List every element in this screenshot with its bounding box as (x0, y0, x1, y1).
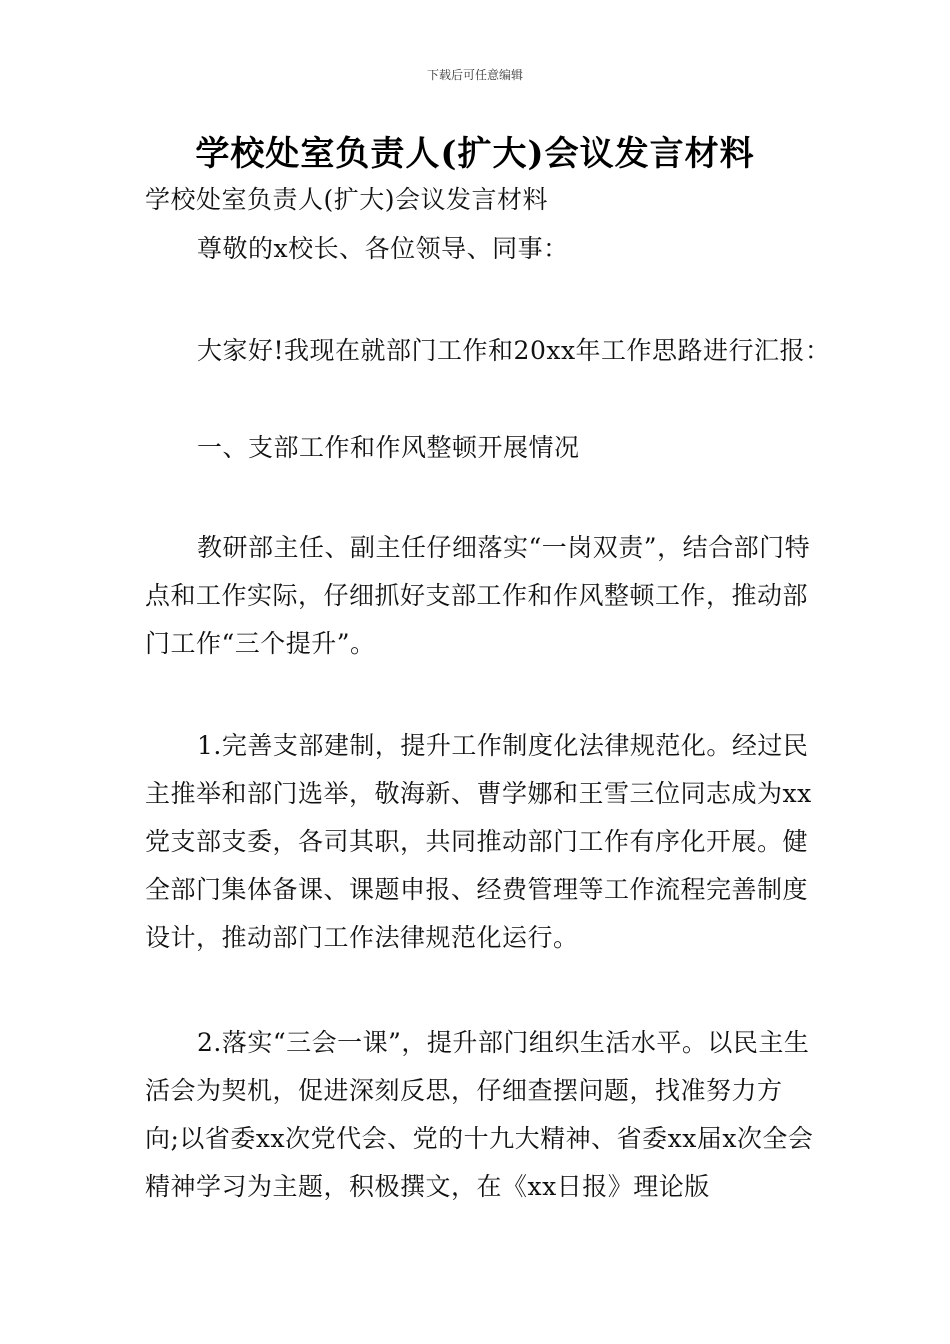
greeting-paragraph: 尊敬的x校长、各位领导、同事： (197, 234, 569, 263)
section-heading: 一、支部工作和作风整顿开展情况 (197, 433, 580, 462)
document-subtitle: 学校处室负责人(扩大)会议发言材料 (145, 185, 549, 214)
document-title: 学校处室负责人(扩大)会议发言材料 (195, 134, 755, 174)
header-note: 下载后可任意编辑 (426, 68, 523, 82)
item-1-paragraph: 1.完善支部建制，提升工作制度化法律规范化。经过民主推举和部门选举，敬海新、曹学娜和王雪三位同志成为xx党支部支委，各司其职，共同推动部门工作有序化开展。健全部门集体备课、课题申报、经费管理等工作流程完善制度设计，推动部门工作法律规范化运行。 (145, 731, 812, 952)
item-2-paragraph: 2.落实“三会一课”，提升部门组织生活水平。以民主生活会为契机，促进深刻反思，仔细查摆问题，找准努力方向;以省委xx次党代会、党的十九大精神、省委xx届x次全会精神学习为主题，积极撰文，在《xx日报》理论版 (145, 1028, 814, 1201)
section-intro-paragraph: 教研部主任、副主任仔细落实“一岗双责”，结合部门特点和工作实际，仔细抓好支部工作和作风整顿工作，推动部门工作“三个提升”。 (145, 533, 811, 658)
opening-paragraph: 大家好!我现在就部门工作和20xx年工作思路进行汇报： (197, 336, 831, 365)
